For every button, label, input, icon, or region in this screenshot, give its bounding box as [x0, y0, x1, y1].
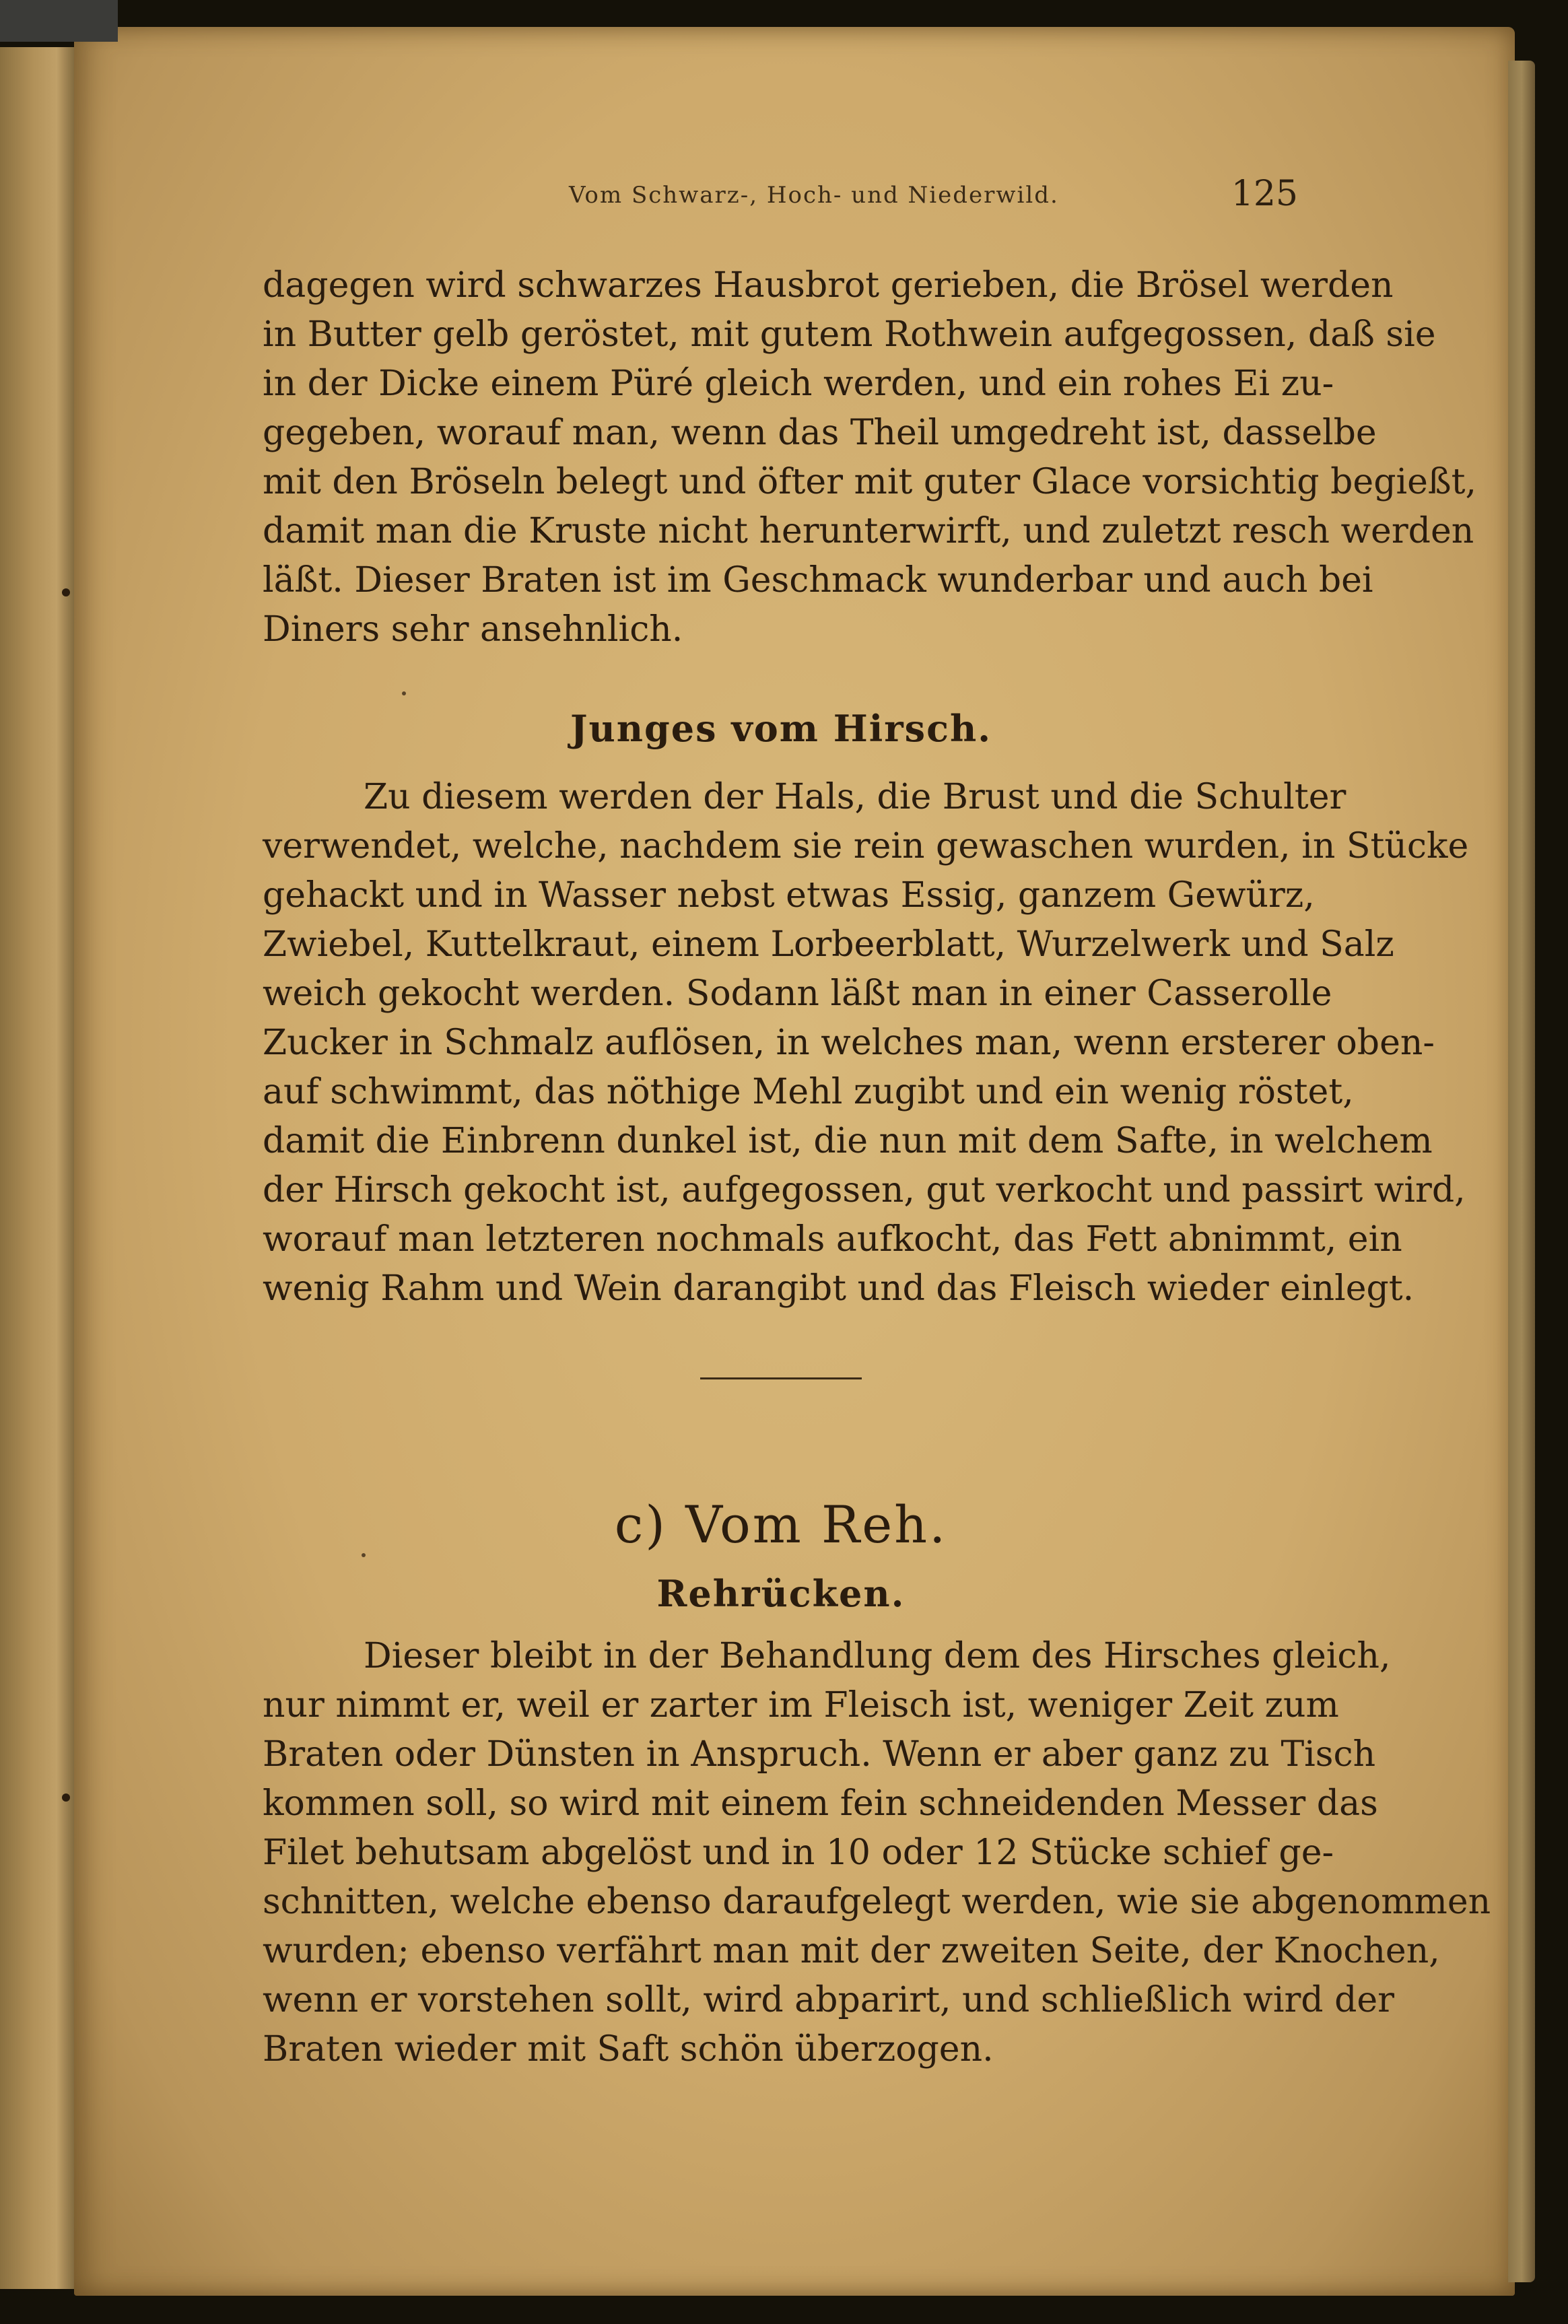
left-page-edge — [0, 47, 81, 2289]
text-line: auf schwimmt, das nöthige Mehl zugibt und ein wenig röstet, — [263, 1072, 1354, 1112]
text-line: damit man die Kruste nicht herunterwirft, und zuletzt resch werden — [263, 511, 1474, 551]
text-line: in der Dicke einem Püré gleich werden, und ein rohes Ei zu- — [263, 364, 1334, 404]
running-head: Vom Schwarz-, Hoch- und Niederwild. — [569, 182, 1059, 209]
paragraph-rehruecken — [263, 1632, 1491, 2074]
section-title-vom-reh: c) Vom Reh. — [614, 1495, 948, 1554]
text-line: Diners sehr ansehnlich. — [263, 609, 683, 650]
text-line: läßt. Dieser Braten ist im Geschmack wunderbar und auch bei — [263, 560, 1373, 601]
text-line: worauf man letzteren nochmals aufkocht, das Fett abnimmt, ein — [263, 1219, 1402, 1260]
page-number: 125 — [1231, 174, 1298, 214]
text-line: weich gekocht werden. Sodann läßt man in einer Casserolle — [263, 973, 1332, 1014]
text-line: Braten oder Dünsten in Anspruch. Wenn er aber ganz zu Tisch — [263, 1734, 1376, 1775]
scan-corner-marker — [0, 0, 118, 42]
text-line: dagegen wird schwarzes Hausbrot gerieben, die Brösel werden — [263, 265, 1394, 306]
text-line: wurden; ebenso verfährt man mit der zweiten Seite, der Knochen, — [263, 1931, 1440, 1971]
paragraph-braten-end — [263, 261, 1477, 654]
right-page-edge — [1508, 61, 1535, 2282]
text-line: Filet behutsam abgelöst und in 10 oder 12 Stücke schief ge- — [263, 1833, 1334, 1873]
text-line: damit die Einbrenn dunkel ist, die nun mit dem Safte, in welchem — [263, 1121, 1433, 1161]
text-line: gegeben, worauf man, wenn das Theil umgedreht ist, dasselbe — [263, 413, 1377, 453]
text-line: in Butter gelb geröstet, mit gutem Rothwein aufgegossen, daß sie — [263, 314, 1436, 355]
text-line: Dieser bleibt in der Behandlung dem des Hirsches gleich, — [364, 1636, 1391, 1676]
text-line: wenn er vorstehen sollt, wird abparirt, und schließlich wird der — [263, 1980, 1395, 2020]
text-line: Braten wieder mit Saft schön überzogen. — [263, 2029, 994, 2070]
text-line: wenig Rahm und Wein darangibt und das Fleisch wieder einlegt. — [263, 1268, 1414, 1309]
text-line: gehackt und in Wasser nebst etwas Essig, ganzem Gewürz, — [263, 875, 1315, 916]
text-line: schnitten, welche ebenso daraufgelegt werden, wie sie abgenommen — [263, 1882, 1491, 1922]
text-line: der Hirsch gekocht ist, aufgegossen, gut verkocht und passirt wird, — [263, 1170, 1466, 1210]
text-line: nur nimmt er, weil er zarter im Fleisch ist, weniger Zeit zum — [263, 1685, 1339, 1725]
recipe-heading-rehruecken: Rehrücken. — [656, 1572, 906, 1615]
text-line: Zucker in Schmalz auflösen, in welches man, wenn ersterer oben- — [263, 1023, 1435, 1063]
text-line: kommen soll, so wird mit einem fein schneidenden Messer das — [263, 1783, 1378, 1824]
text-line: Zwiebel, Kuttelkraut, einem Lorbeerblatt, Wurzelwerk und Salz — [263, 924, 1394, 965]
recipe-heading-junges-vom-hirsch: Junges vom Hirsch. — [570, 707, 992, 750]
section-divider — [700, 1377, 862, 1379]
text-line: Zu diesem werden der Hals, die Brust und die Schulter — [364, 777, 1347, 817]
text-line: mit den Bröseln belegt und öfter mit guter Glace vorsichtig begießt, — [263, 462, 1477, 502]
text-line: verwendet, welche, nachdem sie rein gewaschen wurden, in Stücke — [263, 826, 1469, 866]
paragraph-junges-vom-hirsch — [263, 773, 1469, 1313]
